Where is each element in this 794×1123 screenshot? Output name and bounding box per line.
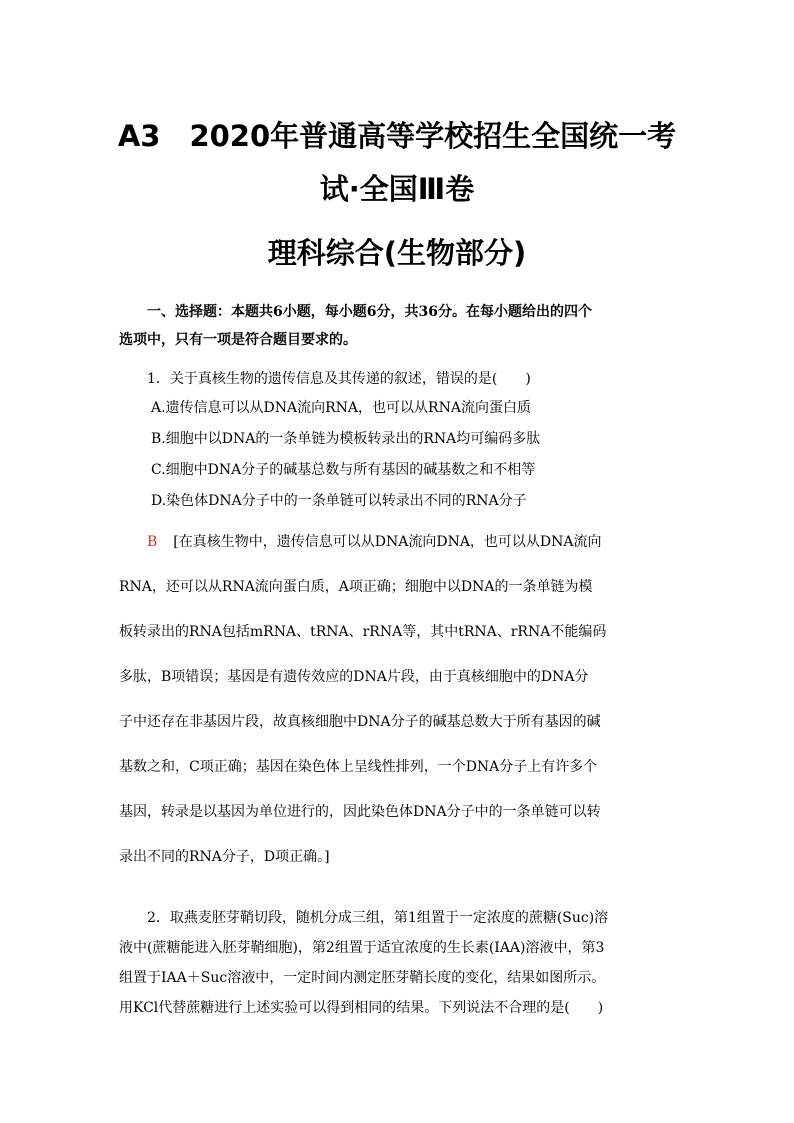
section-instructions (119, 298, 679, 354)
exam-title-line-1: A3 2020年普通高等学校招生全国统一考 (117, 119, 677, 153)
question-2-stem (119, 903, 679, 1023)
question-2-line-2: 液中(蔗糖能进入胚芽鞘细胞)，第2组置于适宜浓度的生长素(IAA)溶液中，第3 (119, 940, 605, 956)
explanation-line-5: 子中还存在非基因片段，故真核细胞中DNA分子的碱基总数大于所有基因的碱 (119, 714, 601, 730)
question-1-stem: 1．关于真核生物的遗传信息及其传递的叙述，错误的是( ) (147, 371, 531, 387)
question-1-option-a: A.遗传信息可以从DNA流向RNA，也可以从RNA流向蛋白质 (151, 400, 531, 416)
explanation-line-8: 录出不同的RNA分子，D项正确。] (119, 849, 330, 865)
explanation-text: [在真核生物中，遗传信息可以从DNA流向DNA，也可以从DNA流向 (173, 534, 602, 550)
answer-line-1 (119, 520, 679, 565)
question-2-line-4: 用KCl代替蔗糖进行上述实验可以得到相同的结果。下列说法不合理的是( ) (119, 1000, 604, 1016)
exam-subtitle: 理科综合(生物部分) (267, 236, 527, 270)
question-1-option-b: B.细胞中以DNA的一条单链为模板转录出的RNA均可编码多肽 (151, 431, 541, 447)
explanation-line-3: 板转录出的RNA包括mRNA、tRNA、rRNA等，其中tRNA、rRNA不能编码 (119, 624, 607, 640)
explanation-line-6: 基数之和，C项正确；基因在染色体上呈线性排列，一个DNA分子上有许多个 (119, 759, 598, 775)
question-1-answer (119, 520, 679, 880)
question-1-option-d: D.染色体DNA分子中的一条单链可以转录出不同的RNA分子 (151, 493, 527, 509)
section-instructions-line-1: 一、选择题：本题共6小题，每小题6分，共36分。在每小题给出的四个 (147, 304, 592, 320)
section-instructions-line-2: 选项中，只有一项是符合题目要求的。 (119, 332, 357, 348)
explanation-line-4: 多肽，B项错误；基因是有遗传效应的DNA片段，由于真核细胞中的DNA分 (119, 669, 589, 685)
question-2-line-3: 组置于IAA＋Suc溶液中，一定时间内测定胚芽鞘长度的变化，结果如图所示。 (119, 970, 606, 986)
question-2-line-1: 2．取燕麦胚芽鞘切段，随机分成三组，第1组置于一定浓度的蔗糖(Suc)溶 (147, 910, 609, 926)
question-1-option-c: C.细胞中DNA分子的碱基总数与所有基因的碱基数之和不相等 (151, 462, 536, 478)
exam-title-line-2: 试·全国Ⅲ卷 (319, 172, 475, 206)
explanation-line-7: 基因，转录是以基因为单位进行的，因此染色体DNA分子中的一条单链可以转 (119, 804, 601, 820)
explanation-line-2: RNA，还可以从RNA流向蛋白质，A项正确；细胞中以DNA的一条单链为模 (119, 579, 593, 595)
answer-letter: B (147, 534, 158, 550)
